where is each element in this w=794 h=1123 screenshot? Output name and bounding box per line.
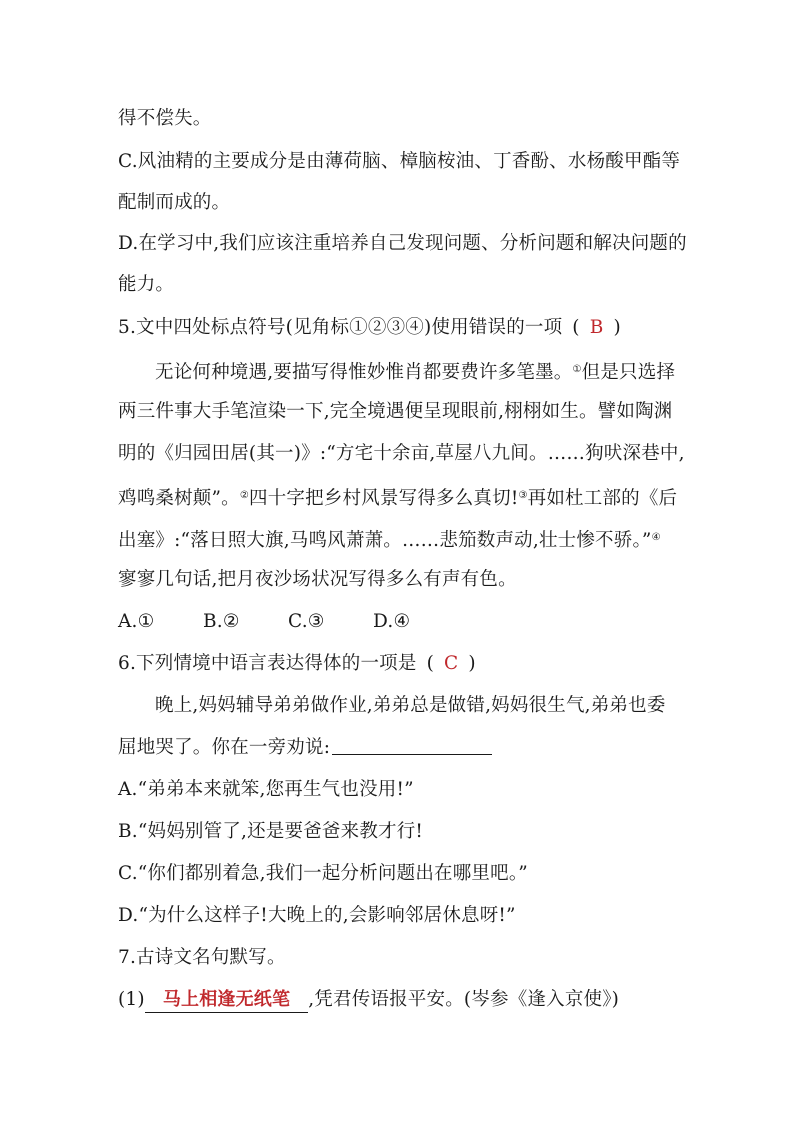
q4-option-d-line1: D.在学习中,我们应该注重培养自己发现问题、分析问题和解决问题的 <box>118 233 687 254</box>
q5-stem-text: 5.文中四处标点符号(见角标①②③④)使用错误的一项 <box>118 317 563 338</box>
q5-passage-text: 但是只选择 <box>581 362 676 383</box>
q6-stem-text: 6.下列情境中语言表达得体的一项是 <box>118 653 417 674</box>
q5-mark-3: ③ <box>518 490 528 501</box>
q6-answer: C <box>443 653 459 674</box>
q6-option-b: B.“妈妈别管了,还是要爸爸来教才行! <box>118 821 424 842</box>
q5-passage-line4 <box>118 484 677 511</box>
q6-option-d: D.“为什么这样子!大晚上的,会影响邻居休息呀!” <box>118 905 516 926</box>
q5-mark-4: ④ <box>651 532 661 543</box>
q6-scenario-line1: 晚上,妈妈辅导弟弟做作业,弟弟总是做错,妈妈很生气,弟弟也委 <box>155 695 666 716</box>
q5-stem <box>118 316 621 340</box>
q5-option-c: C.③ <box>288 611 325 632</box>
q4-option-c-line1: C.风油精的主要成分是由薄荷脑、樟脑桉油、丁香酚、水杨酸甲酯等 <box>118 151 681 172</box>
q5-passage-line6: 寥寥几句话,把月夜沙场状况写得多么有声有色。 <box>118 569 517 590</box>
q6-scenario-line2 <box>118 736 492 760</box>
q5-mark-2: ② <box>239 490 250 501</box>
q7-item-1 <box>118 988 619 1013</box>
q5-passage-text: 再如杜工部的《后 <box>527 488 678 509</box>
q6-stem <box>118 652 476 676</box>
q7-item-1-rest: ,凭君传语报平安。(岑参《逢入京使》) <box>308 989 620 1010</box>
q5-option-d: D.④ <box>373 611 411 632</box>
q5-answer: B <box>589 317 604 338</box>
q4-option-c-line2: 配制而成的。 <box>118 192 231 213</box>
q5-passage-text: 四十字把乡村风景写得多么真切! <box>249 488 519 509</box>
q7-item-1-number: (1) <box>118 989 145 1010</box>
q4-option-d-line2: 能力。 <box>118 274 175 295</box>
q7-item-1-fill: 马上相逢无纸笔 <box>145 988 308 1013</box>
q4-continuation: 得不偿失。 <box>118 108 212 129</box>
q5-passage-text: 无论何种境遇,要描写得惟妙惟肖都要费许多笔墨。 <box>155 362 573 383</box>
q5-options <box>118 610 458 634</box>
q6-option-a: A.“弟弟本来就笨,您再生气也没用!” <box>118 779 414 800</box>
q5-passage-line2: 两三件事大手笔渲染一下,完全境遇便呈现眼前,栩栩如生。譬如陶渊 <box>118 401 673 422</box>
q5-mark-1: ① <box>572 364 582 375</box>
q5-option-b: B.② <box>203 611 240 632</box>
q6-scenario-text: 屈地哭了。你在一旁劝说: <box>118 737 331 758</box>
q6-option-c: C.“你们都别着急,我们一起分析问题出在哪里吧。” <box>118 863 528 884</box>
q5-option-a: A.① <box>118 611 155 632</box>
q5-passage-text: 鸡鸣桑树颠”。 <box>118 488 240 509</box>
q5-passage-text: 出塞》:“落日照大旗,马鸣风萧萧。……悲笳数声动,壮士惨不骄。” <box>118 530 652 551</box>
q5-passage-line3: 明的《归园田居(其一)》:“方宅十余亩,草屋八九间。……狗吠深巷中, <box>118 443 685 464</box>
answer-blank <box>332 736 492 755</box>
q5-passage-line5 <box>118 526 661 553</box>
q7-stem: 7.古诗文名句默写。 <box>118 947 286 968</box>
q5-answer-paren: ( B ) <box>572 317 621 338</box>
q5-passage-line1 <box>155 358 675 385</box>
q6-answer-paren: ( C ) <box>426 653 476 674</box>
